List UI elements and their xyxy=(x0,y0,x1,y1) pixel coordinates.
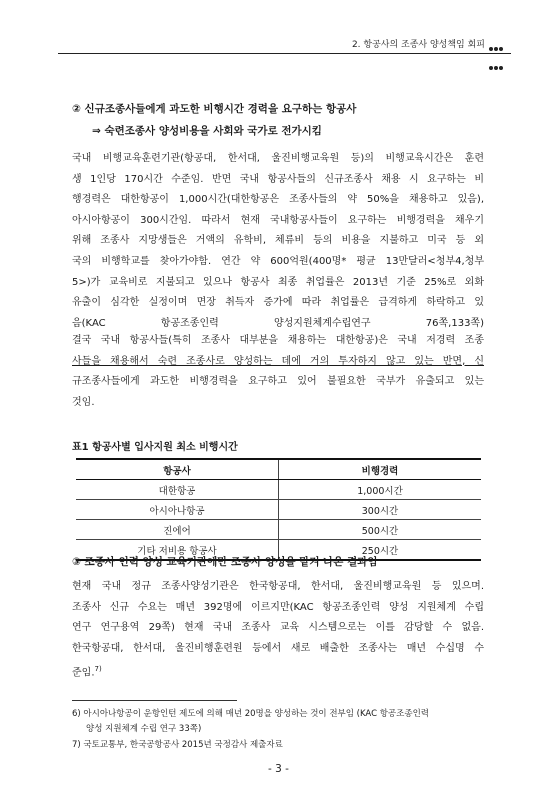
paragraph-conclusion xyxy=(72,331,484,413)
paragraph-line: 현재 국내 정규 조종사양성기관은 한국항공대, 한서대, 울진비행교육원 등 있으며. xyxy=(72,581,484,592)
paragraph-line: 행경력은 대한항공이 1,000시간(대한항공은 조종사들의 약 50%을 채용하고 있음), xyxy=(72,194,484,206)
cell-hours: 300시간 xyxy=(279,500,482,520)
table-row xyxy=(76,520,481,540)
paragraph-line: 규조종사들에게 과도한 비행경력을 요구하고 있어 불필요한 국부가 유출되고 있는 xyxy=(72,376,484,388)
footnote-6 xyxy=(72,707,492,737)
paragraph-line: 유출이 심각한 실정이며 면장 취득자 증가에 따라 취업률은 급격하게 하락하고 있 xyxy=(72,297,484,309)
paragraph-line xyxy=(72,659,484,680)
section-subheading-2: ⇒ 숙련조종사 양성비용을 사회와 국가로 전가시킴 xyxy=(92,125,322,137)
cell-airline: 진에어 xyxy=(76,520,279,540)
header-rule xyxy=(58,53,511,54)
footnote-rule xyxy=(72,700,237,701)
footnote-6-line-1: 6) 아시아나항공이 운항인턴 제도에 의해 매년 20명을 양성하는 것이 전부임 (KAC 항공조종인력 xyxy=(72,709,429,719)
paragraph-line-underlined: 사들을 채용해서 숙련 조종사로 양성하는 데에 거의 투자하지 않고 있는 반면, 신 xyxy=(72,355,484,367)
cell-hours: 250시간 xyxy=(279,540,482,561)
paragraph-line: 아시아항공이 300시간임. 따라서 현재 국내항공사들이 요구하는 비행경력을 채우기 xyxy=(72,214,484,226)
section-heading-3: ③ 조종사 인력 양성 교육기관에만 조종사 양성을 맡겨 나온 결과임 xyxy=(72,556,378,568)
paragraph-line: 것임. xyxy=(72,396,95,408)
column-header-airline: 항공사 xyxy=(76,459,279,480)
running-header: 2. 항공사의 조종사 양성책임 회피 xyxy=(351,40,485,50)
page-number: - 3 - xyxy=(268,763,289,775)
footnote-6-line-2: 양성 지원체계 수립 연구 33쪽) xyxy=(86,724,202,734)
table-header-row xyxy=(76,459,481,480)
cell-hours: 1,000시간 xyxy=(279,480,482,500)
table-caption: 표1 항공사별 입사지원 최소 비행시간 xyxy=(72,442,238,453)
paragraph-line: 결국 국내 항공사들(특히 조종사 대부분을 채용하는 대한항공)은 국내 저경력 조종 xyxy=(72,335,484,346)
paragraph-line: 위해 조종사 지망생들은 거액의 유학비, 체류비 등의 비용을 지불하고 미국 등 외 xyxy=(72,235,484,247)
paragraph-line: 연구 연구용역 29쪽) 현재 국내 조종사 교육 시스템으로는 이를 감당할 수 없음. xyxy=(72,622,484,634)
paragraph-line: 생 1인당 170시간 수준임. 반면 국내 항공사들의 신규조종사 채용 시 요구하는 비 xyxy=(72,173,484,185)
cell-hours: 500시간 xyxy=(279,520,482,540)
paragraph-line: 국내 비행교육훈련기관(항공대, 한서대, 울진비행교육원 등)의 비행교육시간은 훈련 xyxy=(72,153,484,164)
footnote-7: 7) 국토교통부, 한국공항공사 2015년 국정감사 제출자료 xyxy=(72,740,283,750)
table-row xyxy=(76,500,481,520)
paragraph-training-hours xyxy=(72,149,484,334)
paragraph-line: 한국항공대, 한서대, 울진비행훈련원 등에서 새로 배출한 조종사는 매년 수십명 수 xyxy=(72,642,484,654)
column-header-hours: 비행경력 xyxy=(279,459,482,480)
cell-airline: 아시아나항공 xyxy=(76,500,279,520)
paragraph-line-text: 준임. xyxy=(72,667,95,679)
paragraph-training-institutions xyxy=(72,577,484,680)
table-row xyxy=(76,480,481,500)
paragraph-line: 국의 비행학교를 찾아가야함. 연간 약 600억원(400명* 평균 13만달러<청부4,청부 xyxy=(72,255,484,267)
cell-airline: 기타 저비용 항공사 xyxy=(76,540,279,561)
flight-hours-table xyxy=(76,458,481,561)
footnote-ref: 7) xyxy=(94,665,102,674)
header-dots-icon xyxy=(489,37,511,75)
section-heading-2: ② 신규조종사들에게 과도한 비행시간 경력을 요구하는 항공사 xyxy=(72,103,357,115)
cell-airline: 대한항공 xyxy=(76,480,279,500)
paragraph-line: 음(KAC 항공조종인력 양성지원체계수립연구 76쪽,133쪽) xyxy=(72,317,484,329)
paragraph-line: 5>)가 교육비로 지불되고 있으나 항공사 최종 취업률은 2013년 기준 25%로 외화 xyxy=(72,276,484,288)
paragraph-line: 조종사 신규 수요는 매년 392명에 이르지만(KAC 항공조종인력 양성 지원체계 수립 xyxy=(72,601,484,613)
